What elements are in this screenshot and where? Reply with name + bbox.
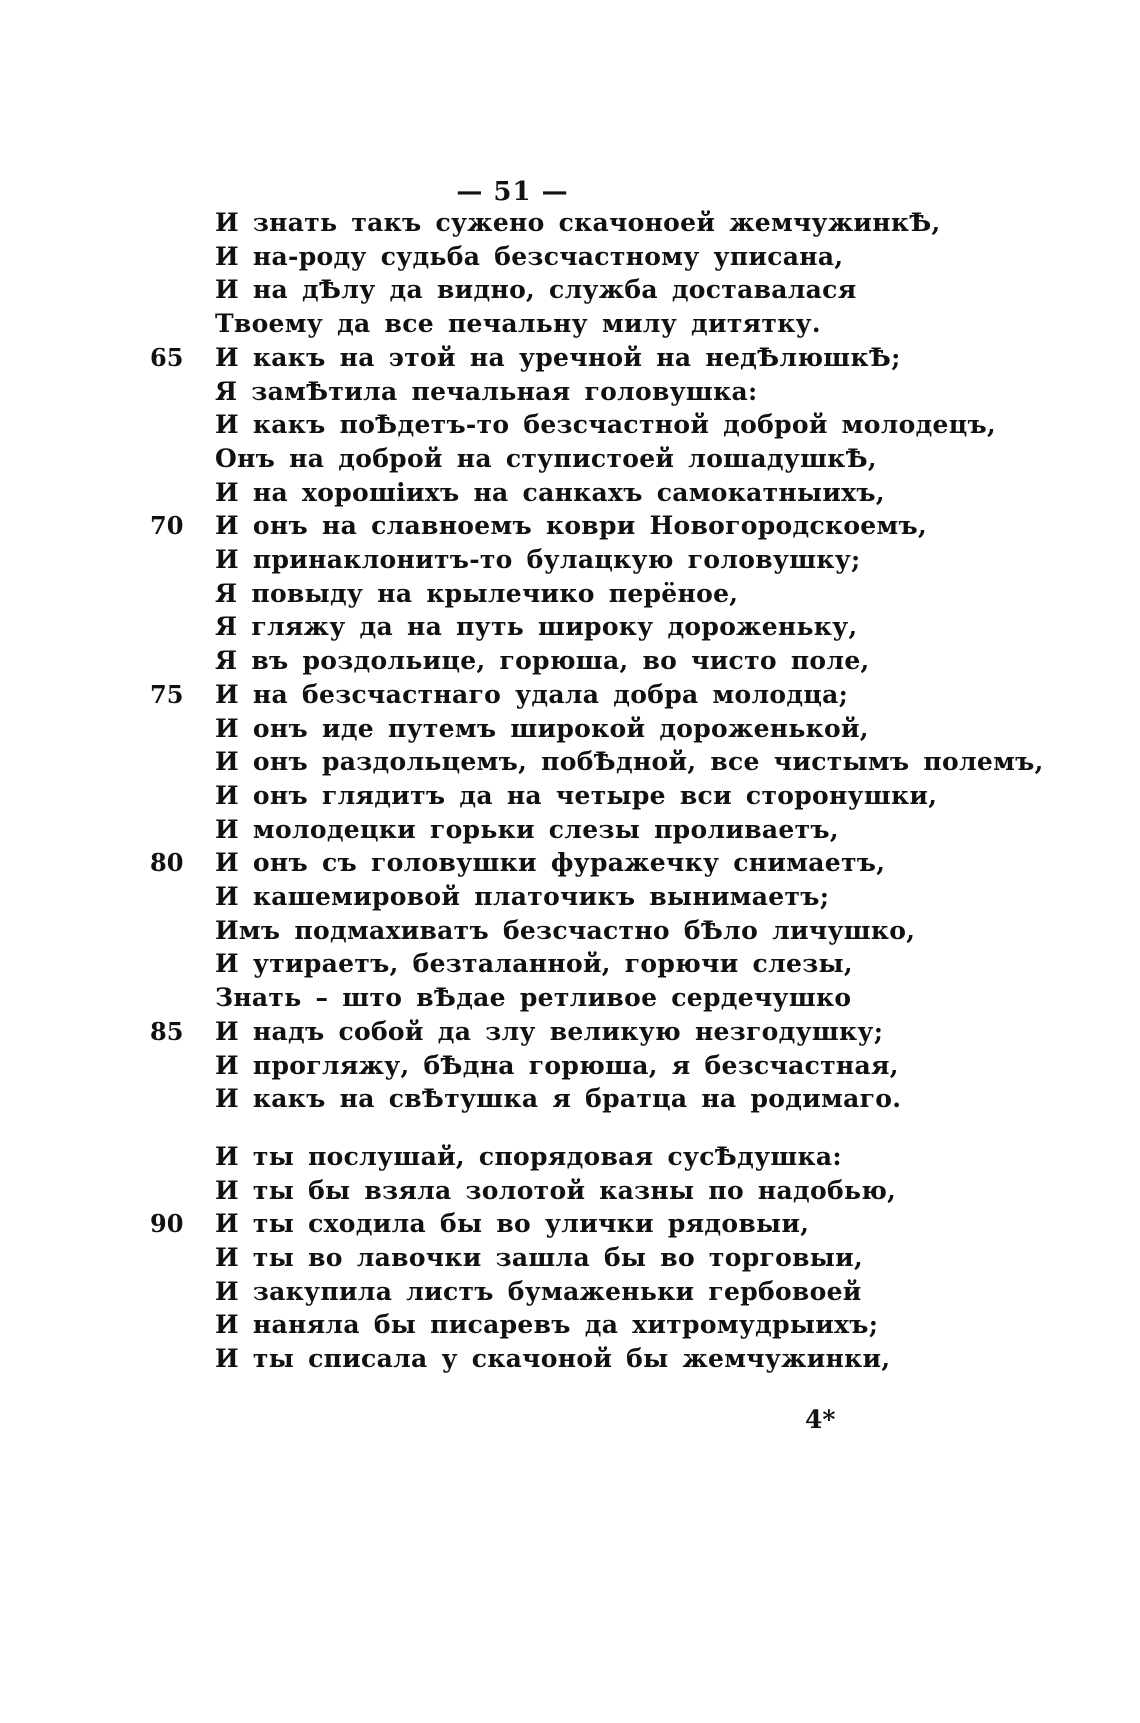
verse-line — [0, 610, 1140, 644]
verse-line — [0, 240, 1140, 274]
page-number: — 51 — — [456, 177, 569, 207]
line-number: 70 — [150, 511, 184, 540]
line-text: И какъ поѢдетъ-то безсчастной доброй молодецъ, — [215, 410, 996, 439]
line-text: И ты послушай, спорядовая сусѢдушка: — [215, 1142, 842, 1171]
line-text: И какъ на этой на уречной на недѢлюшкѢ; — [215, 343, 901, 372]
verse-line — [0, 745, 1140, 779]
verse-line — [0, 947, 1140, 981]
line-text: Твоему да все печальну милу дитятку. — [215, 309, 821, 338]
line-text: Знать – што вѢдае ретливое сердечушко — [215, 983, 852, 1012]
verse-line — [0, 1049, 1140, 1083]
verse-line — [0, 1207, 1140, 1241]
verse-line — [0, 880, 1140, 914]
verse-line — [0, 1174, 1140, 1208]
line-text: Онъ на доброй на ступистоей лошадушкѢ, — [215, 444, 877, 473]
verse-line — [0, 914, 1140, 948]
line-text: И ты списала у скачоной бы жемчужинки, — [215, 1344, 891, 1373]
verse-line — [0, 1140, 1140, 1174]
line-text: И на-роду судьба безсчастному уписана, — [215, 242, 844, 271]
line-text: И онъ иде путемъ широкой дороженькой, — [215, 714, 869, 743]
line-text: И онъ раздольцемъ, побѢдной, все чистымъ полемъ, — [215, 747, 1044, 776]
verse-line — [0, 375, 1140, 409]
verse-line — [0, 1082, 1140, 1116]
verse-line — [0, 509, 1140, 543]
line-number: 80 — [150, 848, 184, 877]
verse-line — [0, 442, 1140, 476]
line-number: 85 — [150, 1017, 184, 1046]
line-text: И надъ собой да злу великую незгодушку; — [215, 1017, 884, 1046]
verse-line — [0, 1241, 1140, 1275]
verse-line — [0, 307, 1140, 341]
verse-line — [0, 678, 1140, 712]
line-text: Я повыду на крылечико перёное, — [215, 579, 739, 608]
verse-line — [0, 1308, 1140, 1342]
line-text: И ты сходила бы во улички рядовыи, — [215, 1209, 810, 1238]
verse-line — [0, 1015, 1140, 1049]
verse-line — [0, 476, 1140, 510]
line-text: И прогляжу, бѢдна горюша, я безсчастная, — [215, 1051, 899, 1080]
verse-line — [0, 981, 1140, 1015]
line-text: Я замѢтила печальная головушка: — [215, 377, 758, 406]
line-text: И ты во лавочки зашла бы во торговыи, — [215, 1243, 863, 1272]
line-number: 75 — [150, 680, 184, 709]
line-text: И ты бы взяла золотой казны по надобью, — [215, 1176, 897, 1205]
line-text: И знать такъ сужено скачоноей жемчужинкѢ, — [215, 208, 941, 237]
line-number: 90 — [150, 1209, 184, 1238]
verse-line — [0, 1275, 1140, 1309]
verse-line — [0, 543, 1140, 577]
line-text: Я гляжу да на путь широку дороженьку, — [215, 612, 858, 641]
line-text: И кашемировой платочикъ вынимаетъ; — [215, 882, 830, 911]
line-number: 65 — [150, 343, 184, 372]
verse-line — [0, 206, 1140, 240]
verse-line — [0, 779, 1140, 813]
line-text: И принаклонитъ-то булацкую головушку; — [215, 545, 861, 574]
line-text: И утираетъ, безталанной, горючи слезы, — [215, 949, 853, 978]
line-text: И онъ глядитъ да на четыре вси сторонушки, — [215, 781, 938, 810]
verse-line — [0, 644, 1140, 678]
line-text: И на хорошiихъ на санкахъ самокатныихъ, — [215, 478, 885, 507]
verse-line — [0, 846, 1140, 880]
verse-line — [0, 273, 1140, 307]
line-text: Имъ подмахиватъ безсчастно бѢло личушко, — [215, 916, 916, 945]
line-text: И закупила листъ бумаженьки гербовоей — [215, 1277, 862, 1306]
line-text: И онъ съ головушки фуражечку снимаетъ, — [215, 848, 886, 877]
verse-line — [0, 577, 1140, 611]
line-text: И онъ на славноемъ коври Новогородскоемъ, — [215, 511, 928, 540]
verse-line — [0, 341, 1140, 375]
verse-line — [0, 1342, 1140, 1376]
signature-mark: 4* — [805, 1405, 836, 1434]
verse-line — [0, 712, 1140, 746]
verse-line — [0, 408, 1140, 442]
line-text: Я въ роздольице, горюша, во чисто поле, — [215, 646, 870, 675]
line-text: И на безсчастнаго удала добра молодца; — [215, 680, 849, 709]
verse-line — [0, 813, 1140, 847]
line-text: И на дѢлу да видно, служба доставалася — [215, 275, 857, 304]
line-text: И какъ на свѢтушка я братца на родимаго. — [215, 1084, 902, 1113]
line-text: И молодецки горьки слезы проливаетъ, — [215, 815, 839, 844]
line-text: И наняла бы писаревъ да хитромудрыихъ; — [215, 1310, 879, 1339]
